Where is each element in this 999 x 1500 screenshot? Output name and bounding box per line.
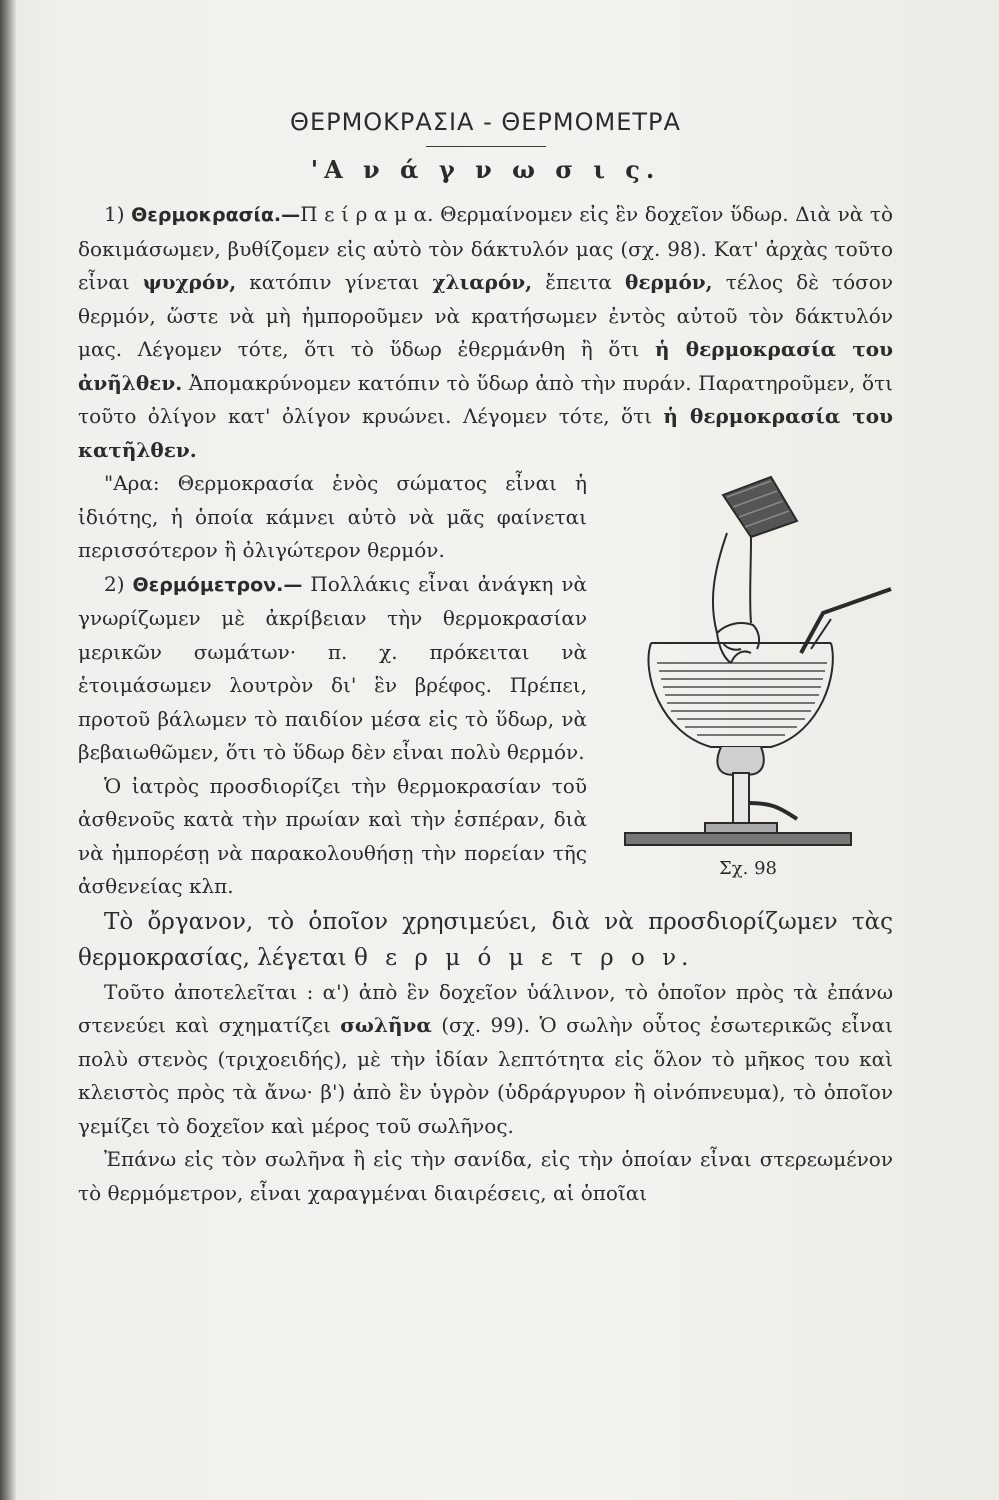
text-fragment: Ἀπομακρύνομεν κατόπιν τὸ ὕδωρ ἀπὸ τὴν πυράν. Παρατηροῦμεν, ὅτι τοῦτο ὀλίγον κατ' ὀλίγον κρυώνει. Λέγομεν τότε, ὅτι [78, 370, 893, 428]
doctor-paragraph: Ὁ ἰατρὸς προσδιορίζει τὴν θερμοκρασίαν τοῦ ἀσθενοῦς κατὰ τὴν πρωίαν καὶ τὴν ἑσπέραν, διὰ νὰ ἠμπορέσῃ νὰ παρακολουθήσῃ τὴν πορείαν τῆς ἀσθενείας κλπ. [78, 773, 587, 898]
section-subtitle: 'Α ν ά γ ν ω σ ι ς. [310, 155, 661, 184]
term-temperature-fell: ἡ θερμοκρασία του κατῆλθεν. [78, 404, 893, 462]
binding-shadow [0, 0, 16, 1500]
page-content [78, 108, 893, 1210]
figure-caption: Σχ. 98 [719, 858, 777, 879]
section2-heading: Θερμόμετρον.— [132, 573, 303, 596]
definition-paragraph [78, 904, 893, 976]
figure-98 [601, 473, 901, 883]
term-thermometer: θ ε ρ μ ό μ ε τ ρ ο ν. [354, 944, 694, 971]
text-fragment: Θερμαίνομεν εἰς ἓν δοχεῖον ὕδωρ. Διὰ νὰ τὸ δοκιμάσωμεν, βυθίζομεν εἰς αὐτὸ τὸν δάκτυλόν μας (σχ. 98). Κατ' ἀρχὰς τοῦτο εἶναι [78, 202, 894, 294]
text-fragment: τέλος δὲ τόσον θερμόν, ὥστε νὰ μὴ ἠμποροῦμεν νὰ κρατήσωμεν ἐντὸς αὐτοῦ τὸν δάκτυλόν μας. Λέγομεν τότε, ὅτι τὸ ὕδωρ ἐθερμάνθη ἢ ὅτι [78, 270, 893, 361]
text-fragment: Τοῦτο ἀποτελεῖται : α') ἀπὸ ἓν δοχεῖον ὑάλινον, τὸ ὁποῖον πρὸς τὰ ἐπάνω στενεύει καὶ σχηματίζει [78, 979, 893, 1037]
section1-paragraph [78, 198, 893, 467]
definition-text: Τὸ ὄργανον, τὸ ὁποῖον χρησιμεύει, διὰ νὰ προσδιορίζωμεν τὰς θερμοκρασίας, λέγεται [78, 908, 893, 971]
section1-heading: Θερμοκρασία.— [131, 204, 301, 226]
term-warm: θερμόν, [625, 270, 713, 294]
term-temperature-rose: ἡ θερμοκρασία του ἀνῆλθεν. [78, 337, 893, 395]
composition-paragraph [78, 976, 893, 1144]
term-cold: ψυχρόν, [142, 270, 237, 294]
experiment-label: Π ε ί ρ α μ α. [300, 202, 434, 226]
term-lukewarm: χλιαρόν, [432, 270, 533, 294]
page-title: ΘΕΡΜΟΚΡΑΣΙΑ - ΘΕΡΜΟΜΕΤΡΑ [290, 108, 681, 136]
text-fragment: (σχ. 99). Ὁ σωλὴν οὗτος ἐσωτερικῶς εἶναι πολὺ στενὸς (τριχοειδής), μὲ τὴν ἰδίαν λεπτότητα εἰς ὅλον τὸ μῆκος του καὶ κλειστὸς πρὸς τὰ ἄνω· β') ἀπὸ ἓν ὑγρὸν (ὑδράργυρον ἢ οἰνόπνευμα), τὸ ὁποῖον γεμίζει τὸ δοχεῖον καὶ μέρος τοῦ σωλῆνος. [78, 1013, 893, 1138]
section1-number: 1) [104, 202, 125, 226]
text-fragment: κατόπιν γίνεται [236, 270, 433, 294]
term-tube: σωλῆνα [340, 1013, 432, 1037]
text-fragment: ἔπειτα [532, 270, 625, 294]
hand-in-beaker-over-burner-icon [601, 473, 901, 853]
text-fragment: Πολλάκις εἶναι ἀνάγκη νὰ γνωρίζωμεν μὲ ἀκρίβειαν τὴν θερμοκρασίαν μερικῶν σωμάτων· π. χ. πρόκειται νὰ ἑτοιμάσωμεν λουτρὸν δι' ἓν βρέφος. Πρέπει, προτοῦ βάλωμεν τὸ παιδίον μέσα εἰς τὸ ὕδωρ, νὰ βεβαιωθῶμεν, ὅτι τὸ ὕδωρ δὲν εἶναι πολὺ θερμόν. [78, 571, 587, 764]
conclusion-paragraph: "Αρα: Θερμοκρασία ἑνὸς σώματος εἶναι ἡ ἰδιότης, ἡ ὁποία κάμνει αὐτὸ νὰ μᾶς φαίνεται περισσότερον ἢ ὀλιγώτερον θερμόν. [78, 471, 587, 562]
section2-number: 2) [104, 571, 125, 596]
divisions-paragraph: Ἐπάνω εἰς τὸν σωλῆνα ἢ εἰς τὴν σανίδα, εἰς τὴν ὁποίαν εἶναι στερεωμένον τὸ θερμόμετρον, εἶναι χαραγμέναι διαιρέσεις, αἱ ὁποῖαι [78, 1147, 893, 1205]
title-divider [426, 146, 546, 147]
